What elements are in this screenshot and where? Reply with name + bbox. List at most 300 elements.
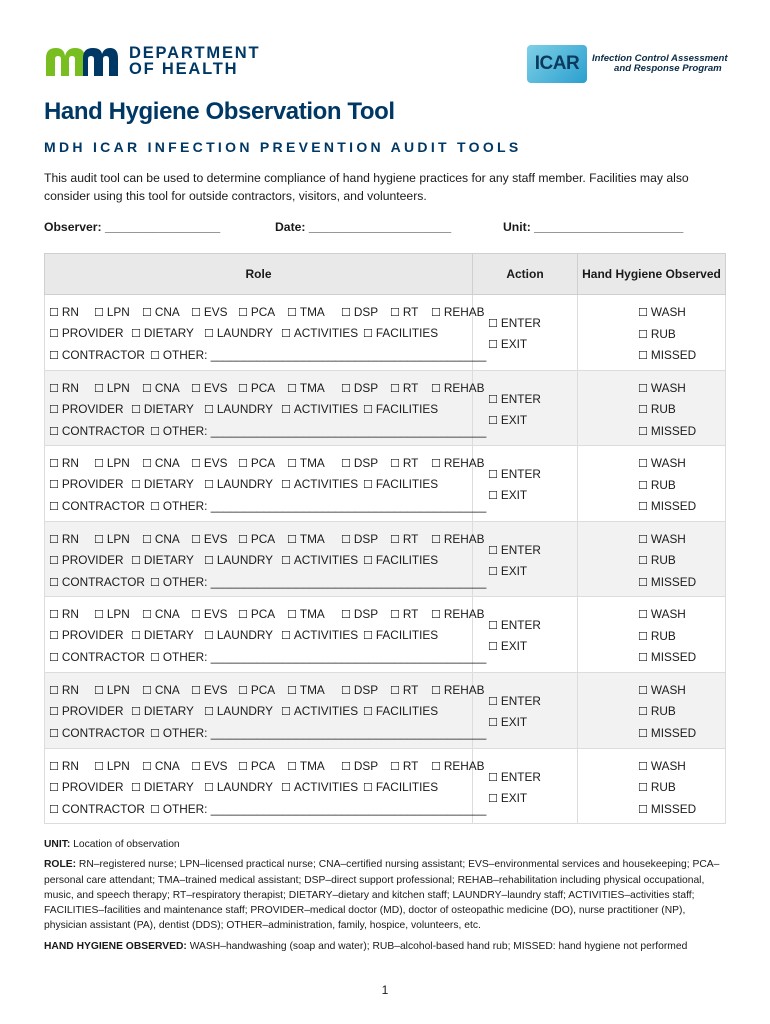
checkbox-icon[interactable]: ☐ xyxy=(638,382,648,395)
role-option-provider[interactable] xyxy=(49,627,124,644)
role-option-contractor[interactable] xyxy=(49,801,145,818)
checkbox-icon[interactable]: ☐ xyxy=(94,533,104,546)
role-option-provider[interactable] xyxy=(49,703,124,720)
role-option-activities[interactable] xyxy=(281,627,358,644)
role-option-tma[interactable] xyxy=(287,682,325,699)
unit-field[interactable]: Unit: ______________________ xyxy=(503,220,684,234)
role-option-facilities[interactable] xyxy=(363,476,438,493)
checkbox-icon[interactable]: ☐ xyxy=(49,403,59,416)
checkbox-icon[interactable]: ☐ xyxy=(287,382,297,395)
hygiene-option-rub[interactable] xyxy=(638,401,676,418)
checkbox-icon[interactable]: ☐ xyxy=(341,533,351,546)
role-option-rt[interactable] xyxy=(390,455,418,472)
role-option-tma[interactable] xyxy=(287,380,325,397)
checkbox-icon[interactable]: ☐ xyxy=(150,652,160,665)
checkbox-icon[interactable]: ☐ xyxy=(287,307,297,319)
checkbox-icon[interactable]: ☐ xyxy=(191,382,201,395)
role-option-dsp[interactable] xyxy=(341,531,378,548)
checkbox-icon[interactable]: ☐ xyxy=(390,307,400,319)
option-label: LAUNDRY xyxy=(216,326,274,340)
option-label: OTHER: __________________________________________ xyxy=(162,725,487,740)
option-label: ENTER xyxy=(500,467,541,482)
role-option-other[interactable] xyxy=(150,347,486,364)
checkbox-icon[interactable]: ☐ xyxy=(638,782,648,795)
checkbox-icon[interactable]: ☐ xyxy=(94,609,104,622)
role-option-facilities[interactable] xyxy=(363,627,438,644)
checkbox-icon[interactable]: ☐ xyxy=(638,350,648,362)
checkbox-icon[interactable]: ☐ xyxy=(150,501,160,514)
checkbox-icon[interactable]: ☐ xyxy=(287,458,297,471)
role-option-dietary[interactable] xyxy=(131,703,194,720)
checkbox-icon[interactable]: ☐ xyxy=(638,555,648,568)
role-option-rt[interactable] xyxy=(390,606,418,623)
role-option-provider[interactable] xyxy=(49,476,124,493)
checkbox-icon[interactable]: ☐ xyxy=(191,609,201,622)
checkbox-icon[interactable]: ☐ xyxy=(638,425,648,438)
checkbox-icon[interactable]: ☐ xyxy=(638,727,648,740)
checkbox-icon[interactable]: ☐ xyxy=(390,609,400,622)
role-option-evs[interactable] xyxy=(191,758,227,775)
checkbox-icon[interactable]: ☐ xyxy=(638,533,648,546)
checkbox-icon[interactable]: ☐ xyxy=(49,533,59,546)
checkbox-icon[interactable]: ☐ xyxy=(488,339,498,351)
option-label: LPN xyxy=(106,758,130,773)
role-option-activities[interactable] xyxy=(281,779,358,796)
checkbox-icon[interactable]: ☐ xyxy=(49,576,59,589)
hygiene-option-wash[interactable] xyxy=(638,531,686,548)
role-option-laundry[interactable] xyxy=(204,627,273,644)
role-option-facilities[interactable] xyxy=(363,401,438,418)
checkbox-icon[interactable]: ☐ xyxy=(431,609,441,622)
checkbox-icon[interactable]: ☐ xyxy=(341,760,351,773)
checkbox-icon[interactable]: ☐ xyxy=(49,781,59,794)
role-option-dietary[interactable] xyxy=(131,552,194,569)
checkbox-icon[interactable]: ☐ xyxy=(281,328,291,340)
checkbox-icon[interactable]: ☐ xyxy=(150,425,160,438)
role-option-pca[interactable] xyxy=(238,304,275,321)
role-option-laundry[interactable] xyxy=(204,476,273,493)
checkbox-icon[interactable]: ☐ xyxy=(638,576,648,589)
action-option-enter[interactable] xyxy=(488,542,541,559)
checkbox-icon[interactable]: ☐ xyxy=(238,760,248,773)
role-option-rt[interactable] xyxy=(390,531,418,548)
role-option-activities[interactable] xyxy=(281,476,358,493)
role-option-facilities[interactable] xyxy=(363,779,438,796)
checkbox-icon[interactable]: ☐ xyxy=(238,533,248,546)
checkbox-icon[interactable]: ☐ xyxy=(49,803,59,816)
checkbox-icon[interactable]: ☐ xyxy=(49,350,59,362)
hygiene-option-wash[interactable] xyxy=(638,304,686,321)
checkbox-icon[interactable]: ☐ xyxy=(142,458,152,471)
checkbox-icon[interactable]: ☐ xyxy=(488,716,498,729)
checkbox-icon[interactable]: ☐ xyxy=(131,554,141,567)
checkbox-icon[interactable]: ☐ xyxy=(49,425,59,438)
checkbox-icon[interactable]: ☐ xyxy=(341,307,351,319)
checkbox-icon[interactable]: ☐ xyxy=(638,803,648,816)
role-option-contractor[interactable] xyxy=(49,423,145,440)
action-option-enter[interactable] xyxy=(488,769,541,786)
date-field[interactable]: Date: _____________________ xyxy=(275,220,452,234)
observer-field[interactable]: Observer: _________________ xyxy=(44,220,221,234)
checkbox-icon[interactable]: ☐ xyxy=(150,576,160,589)
hygiene-option-missed[interactable] xyxy=(638,347,696,364)
checkbox-icon[interactable]: ☐ xyxy=(142,533,152,546)
checkbox-icon[interactable]: ☐ xyxy=(488,318,498,330)
role-option-rn[interactable] xyxy=(49,758,79,775)
checkbox-icon[interactable]: ☐ xyxy=(488,469,498,482)
hygiene-option-wash[interactable] xyxy=(638,380,686,397)
role-option-rt[interactable] xyxy=(390,380,418,397)
checkbox-icon[interactable]: ☐ xyxy=(488,620,498,633)
checkbox-icon[interactable]: ☐ xyxy=(638,501,648,514)
role-option-activities[interactable] xyxy=(281,552,358,569)
checkbox-icon[interactable]: ☐ xyxy=(204,554,214,567)
role-option-dietary[interactable] xyxy=(131,627,194,644)
role-option-dsp[interactable] xyxy=(341,455,378,472)
checkbox-icon[interactable]: ☐ xyxy=(638,760,648,773)
action-option-exit[interactable] xyxy=(488,638,527,655)
role-option-rt[interactable] xyxy=(390,304,418,321)
hygiene-option-wash[interactable] xyxy=(638,455,686,472)
role-option-facilities[interactable] xyxy=(363,325,438,342)
checkbox-icon[interactable]: ☐ xyxy=(131,403,141,416)
action-option-exit[interactable] xyxy=(488,487,527,504)
role-option-cna[interactable] xyxy=(142,455,180,472)
role-option-laundry[interactable] xyxy=(204,779,273,796)
role-option-pca[interactable] xyxy=(238,606,275,623)
checkbox-icon[interactable]: ☐ xyxy=(191,533,201,546)
checkbox-icon[interactable]: ☐ xyxy=(49,609,59,622)
hygiene-option-rub[interactable] xyxy=(638,477,676,494)
checkbox-icon[interactable]: ☐ xyxy=(638,652,648,665)
role-option-contractor[interactable] xyxy=(49,725,145,742)
checkbox-icon[interactable]: ☐ xyxy=(341,609,351,622)
checkbox-icon[interactable]: ☐ xyxy=(131,479,141,492)
action-option-exit[interactable] xyxy=(488,714,527,731)
role-option-evs[interactable] xyxy=(191,682,227,699)
role-option-dsp[interactable] xyxy=(341,758,378,775)
checkbox-icon[interactable]: ☐ xyxy=(49,458,59,471)
role-option-other[interactable] xyxy=(150,725,486,742)
role-option-activities[interactable] xyxy=(281,401,358,418)
role-option-tma[interactable] xyxy=(287,531,325,548)
hygiene-option-rub[interactable] xyxy=(638,326,676,343)
checkbox-icon[interactable]: ☐ xyxy=(131,630,141,643)
checkbox-icon[interactable]: ☐ xyxy=(94,760,104,773)
checkbox-icon[interactable]: ☐ xyxy=(363,328,373,340)
checkbox-icon[interactable]: ☐ xyxy=(390,382,400,395)
checkbox-icon[interactable]: ☐ xyxy=(204,479,214,492)
checkbox-icon[interactable]: ☐ xyxy=(638,684,648,697)
checkbox-icon[interactable]: ☐ xyxy=(363,630,373,643)
role-option-rn[interactable] xyxy=(49,682,79,699)
checkbox-icon[interactable]: ☐ xyxy=(341,382,351,395)
hygiene-option-missed[interactable] xyxy=(638,574,696,591)
checkbox-icon[interactable]: ☐ xyxy=(191,458,201,471)
action-option-enter[interactable] xyxy=(488,391,541,408)
hygiene-option-missed[interactable] xyxy=(638,801,696,818)
checkbox-icon[interactable]: ☐ xyxy=(431,760,441,773)
role-option-lpn[interactable] xyxy=(94,682,130,699)
checkbox-icon[interactable]: ☐ xyxy=(638,630,648,643)
checkbox-icon[interactable]: ☐ xyxy=(150,727,160,740)
role-option-other[interactable] xyxy=(150,498,486,515)
role-option-other[interactable] xyxy=(150,574,486,591)
checkbox-icon[interactable]: ☐ xyxy=(150,803,160,816)
checkbox-icon[interactable]: ☐ xyxy=(431,458,441,471)
role-option-evs[interactable] xyxy=(191,380,227,397)
mdh-wordmark-line1: DEPARTMENT xyxy=(129,44,261,62)
checkbox-icon[interactable]: ☐ xyxy=(488,695,498,708)
checkbox-icon[interactable]: ☐ xyxy=(363,781,373,794)
checkbox-icon[interactable]: ☐ xyxy=(287,760,297,773)
checkbox-icon[interactable]: ☐ xyxy=(94,382,104,395)
checkbox-icon[interactable]: ☐ xyxy=(150,350,160,362)
role-option-contractor[interactable] xyxy=(49,498,145,515)
role-option-dsp[interactable] xyxy=(341,304,378,321)
role-option-lpn[interactable] xyxy=(94,380,130,397)
checkbox-icon[interactable]: ☐ xyxy=(49,307,59,319)
checkbox-icon[interactable]: ☐ xyxy=(488,414,498,427)
role-option-pca[interactable] xyxy=(238,531,275,548)
action-option-exit[interactable] xyxy=(488,336,527,353)
role-option-activities[interactable] xyxy=(281,325,358,342)
role-option-rn[interactable] xyxy=(49,304,79,321)
checkbox-icon[interactable]: ☐ xyxy=(49,727,59,740)
checkbox-icon[interactable]: ☐ xyxy=(488,490,498,503)
checkbox-icon[interactable]: ☐ xyxy=(94,458,104,471)
checkbox-icon[interactable]: ☐ xyxy=(49,479,59,492)
checkbox-icon[interactable]: ☐ xyxy=(142,609,152,622)
checkbox-icon[interactable]: ☐ xyxy=(431,533,441,546)
role-option-tma[interactable] xyxy=(287,455,325,472)
checkbox-icon[interactable]: ☐ xyxy=(49,760,59,773)
role-option-laundry[interactable] xyxy=(204,552,273,569)
checkbox-icon[interactable]: ☐ xyxy=(142,760,152,773)
checkbox-icon[interactable]: ☐ xyxy=(49,684,59,697)
checkbox-icon[interactable]: ☐ xyxy=(238,684,248,697)
action-option-exit[interactable] xyxy=(488,563,527,580)
role-option-contractor[interactable] xyxy=(49,347,145,364)
role-option-facilities[interactable] xyxy=(363,552,438,569)
checkbox-icon[interactable]: ☐ xyxy=(431,307,441,319)
checkbox-icon[interactable]: ☐ xyxy=(281,479,291,492)
role-option-tma[interactable] xyxy=(287,606,325,623)
role-option-contractor[interactable] xyxy=(49,574,145,591)
checkbox-icon[interactable]: ☐ xyxy=(638,479,648,492)
checkbox-icon[interactable]: ☐ xyxy=(390,533,400,546)
hygiene-cell xyxy=(578,597,726,673)
checkbox-icon[interactable]: ☐ xyxy=(363,479,373,492)
checkbox-icon[interactable]: ☐ xyxy=(142,382,152,395)
role-option-provider[interactable] xyxy=(49,325,124,342)
checkbox-icon[interactable]: ☐ xyxy=(204,328,214,340)
role-option-lpn[interactable] xyxy=(94,758,130,775)
role-option-lpn[interactable] xyxy=(94,606,130,623)
role-option-evs[interactable] xyxy=(191,606,227,623)
checkbox-icon[interactable]: ☐ xyxy=(94,307,104,319)
checkbox-icon[interactable]: ☐ xyxy=(191,307,201,319)
checkbox-icon[interactable]: ☐ xyxy=(49,630,59,643)
role-option-dsp[interactable] xyxy=(341,380,378,397)
role-option-dsp[interactable] xyxy=(341,606,378,623)
role-option-laundry[interactable] xyxy=(204,325,273,342)
role-option-lpn[interactable] xyxy=(94,531,130,548)
hygiene-option-wash[interactable] xyxy=(638,606,686,623)
role-option-dietary[interactable] xyxy=(131,325,194,342)
checkbox-icon[interactable]: ☐ xyxy=(131,781,141,794)
checkbox-icon[interactable]: ☐ xyxy=(431,382,441,395)
checkbox-icon[interactable]: ☐ xyxy=(204,781,214,794)
role-option-dietary[interactable] xyxy=(131,779,194,796)
role-option-cna[interactable] xyxy=(142,380,180,397)
hygiene-option-rub[interactable] xyxy=(638,552,676,569)
role-option-lpn[interactable] xyxy=(94,455,130,472)
role-option-evs[interactable] xyxy=(191,455,227,472)
checkbox-icon[interactable]: ☐ xyxy=(191,760,201,773)
role-option-pca[interactable] xyxy=(238,455,275,472)
role-option-pca[interactable] xyxy=(238,380,275,397)
checkbox-icon[interactable]: ☐ xyxy=(49,705,59,718)
checkbox-icon[interactable]: ☐ xyxy=(238,458,248,471)
checkbox-icon[interactable]: ☐ xyxy=(390,458,400,471)
checkbox-icon[interactable]: ☐ xyxy=(638,307,648,319)
checkbox-icon[interactable]: ☐ xyxy=(281,705,291,718)
role-option-cna[interactable] xyxy=(142,758,180,775)
role-option-other[interactable] xyxy=(150,801,486,818)
checkbox-icon[interactable]: ☐ xyxy=(638,458,648,471)
checkbox-icon[interactable]: ☐ xyxy=(281,781,291,794)
action-option-enter[interactable] xyxy=(488,315,541,332)
checkbox-icon[interactable]: ☐ xyxy=(204,403,214,416)
role-option-dietary[interactable] xyxy=(131,476,194,493)
role-option-dietary[interactable] xyxy=(131,401,194,418)
role-option-dsp[interactable] xyxy=(341,682,378,699)
hygiene-option-wash[interactable] xyxy=(638,682,686,699)
action-option-exit[interactable] xyxy=(488,790,527,807)
checkbox-icon[interactable]: ☐ xyxy=(488,565,498,578)
role-option-provider[interactable] xyxy=(49,779,124,796)
role-option-activities[interactable] xyxy=(281,703,358,720)
checkbox-icon[interactable]: ☐ xyxy=(238,307,248,319)
checkbox-icon[interactable]: ☐ xyxy=(638,609,648,622)
checkbox-icon[interactable]: ☐ xyxy=(49,382,59,395)
role-option-rn[interactable] xyxy=(49,380,79,397)
checkbox-icon[interactable]: ☐ xyxy=(204,705,214,718)
checkbox-icon[interactable]: ☐ xyxy=(488,544,498,557)
role-options xyxy=(45,597,487,672)
checkbox-icon[interactable]: ☐ xyxy=(131,328,141,340)
checkbox-icon[interactable]: ☐ xyxy=(238,609,248,622)
role-option-facilities[interactable] xyxy=(363,703,438,720)
action-option-exit[interactable] xyxy=(488,412,527,429)
checkbox-icon[interactable]: ☐ xyxy=(638,328,648,341)
checkbox-icon[interactable]: ☐ xyxy=(142,307,152,319)
role-option-cna[interactable] xyxy=(142,682,180,699)
action-option-enter[interactable] xyxy=(488,617,541,634)
checkbox-icon[interactable]: ☐ xyxy=(49,554,59,567)
role-option-contractor[interactable] xyxy=(49,649,145,666)
checkbox-icon[interactable]: ☐ xyxy=(281,403,291,416)
checkbox-icon[interactable]: ☐ xyxy=(131,705,141,718)
role-option-rn[interactable] xyxy=(49,606,79,623)
checkbox-icon[interactable]: ☐ xyxy=(431,684,441,697)
role-option-cna[interactable] xyxy=(142,304,180,321)
checkbox-icon[interactable]: ☐ xyxy=(363,705,373,718)
role-option-rt[interactable] xyxy=(390,682,418,699)
checkbox-icon[interactable]: ☐ xyxy=(488,641,498,654)
role-option-rn[interactable] xyxy=(49,455,79,472)
checkbox-icon[interactable]: ☐ xyxy=(281,630,291,643)
role-option-tma[interactable] xyxy=(287,304,325,321)
role-option-laundry[interactable] xyxy=(204,703,273,720)
role-option-pca[interactable] xyxy=(238,758,275,775)
hygiene-option-missed[interactable] xyxy=(638,423,696,440)
action-option-enter[interactable] xyxy=(488,693,541,710)
hygiene-option-missed[interactable] xyxy=(638,725,696,742)
role-option-cna[interactable] xyxy=(142,606,180,623)
role-option-evs[interactable] xyxy=(191,304,227,321)
hygiene-option-missed[interactable] xyxy=(638,649,696,666)
option-label: EVS xyxy=(203,607,228,622)
checkbox-icon[interactable]: ☐ xyxy=(390,684,400,697)
hygiene-option-rub[interactable] xyxy=(638,703,676,720)
checkbox-icon[interactable]: ☐ xyxy=(488,393,498,406)
checkbox-icon[interactable]: ☐ xyxy=(341,684,351,697)
checkbox-icon[interactable]: ☐ xyxy=(287,684,297,697)
role-option-cna[interactable] xyxy=(142,531,180,548)
checkbox-icon[interactable]: ☐ xyxy=(287,533,297,546)
checkbox-icon[interactable]: ☐ xyxy=(488,792,498,805)
checkbox-icon[interactable]: ☐ xyxy=(191,684,201,697)
hygiene-option-rub[interactable] xyxy=(638,779,676,796)
role-option-other[interactable] xyxy=(150,423,486,440)
checkbox-icon[interactable]: ☐ xyxy=(287,609,297,622)
checkbox-icon[interactable]: ☐ xyxy=(49,328,59,340)
option-label: ACTIVITIES xyxy=(293,703,359,718)
role-option-provider[interactable] xyxy=(49,401,124,418)
role-option-lpn[interactable] xyxy=(94,304,130,321)
role-option-rt[interactable] xyxy=(390,758,418,775)
checkbox-icon[interactable]: ☐ xyxy=(49,501,59,514)
checkbox-icon[interactable]: ☐ xyxy=(94,684,104,697)
checkbox-icon[interactable]: ☐ xyxy=(341,458,351,471)
hygiene-option-rub[interactable] xyxy=(638,628,676,645)
checkbox-icon[interactable]: ☐ xyxy=(488,771,498,784)
checkbox-icon[interactable]: ☐ xyxy=(238,382,248,395)
checkbox-icon[interactable]: ☐ xyxy=(390,760,400,773)
checkbox-icon[interactable]: ☐ xyxy=(363,554,373,567)
checkbox-icon[interactable]: ☐ xyxy=(363,403,373,416)
option-label: CNA xyxy=(154,531,180,546)
role-option-other[interactable] xyxy=(150,649,486,666)
role-option-pca[interactable] xyxy=(238,682,275,699)
checkbox-icon[interactable]: ☐ xyxy=(204,630,214,643)
checkbox-icon[interactable]: ☐ xyxy=(638,404,648,417)
role-option-laundry[interactable] xyxy=(204,401,273,418)
role-option-rn[interactable] xyxy=(49,531,79,548)
checkbox-icon[interactable]: ☐ xyxy=(638,706,648,719)
role-option-provider[interactable] xyxy=(49,552,124,569)
hygiene-option-wash[interactable] xyxy=(638,758,686,775)
role-option-evs[interactable] xyxy=(191,531,227,548)
checkbox-icon[interactable]: ☐ xyxy=(281,554,291,567)
hygiene-option-missed[interactable] xyxy=(638,498,696,515)
checkbox-icon[interactable]: ☐ xyxy=(49,652,59,665)
checkbox-icon[interactable]: ☐ xyxy=(142,684,152,697)
action-option-enter[interactable] xyxy=(488,466,541,483)
role-option-tma[interactable] xyxy=(287,758,325,775)
